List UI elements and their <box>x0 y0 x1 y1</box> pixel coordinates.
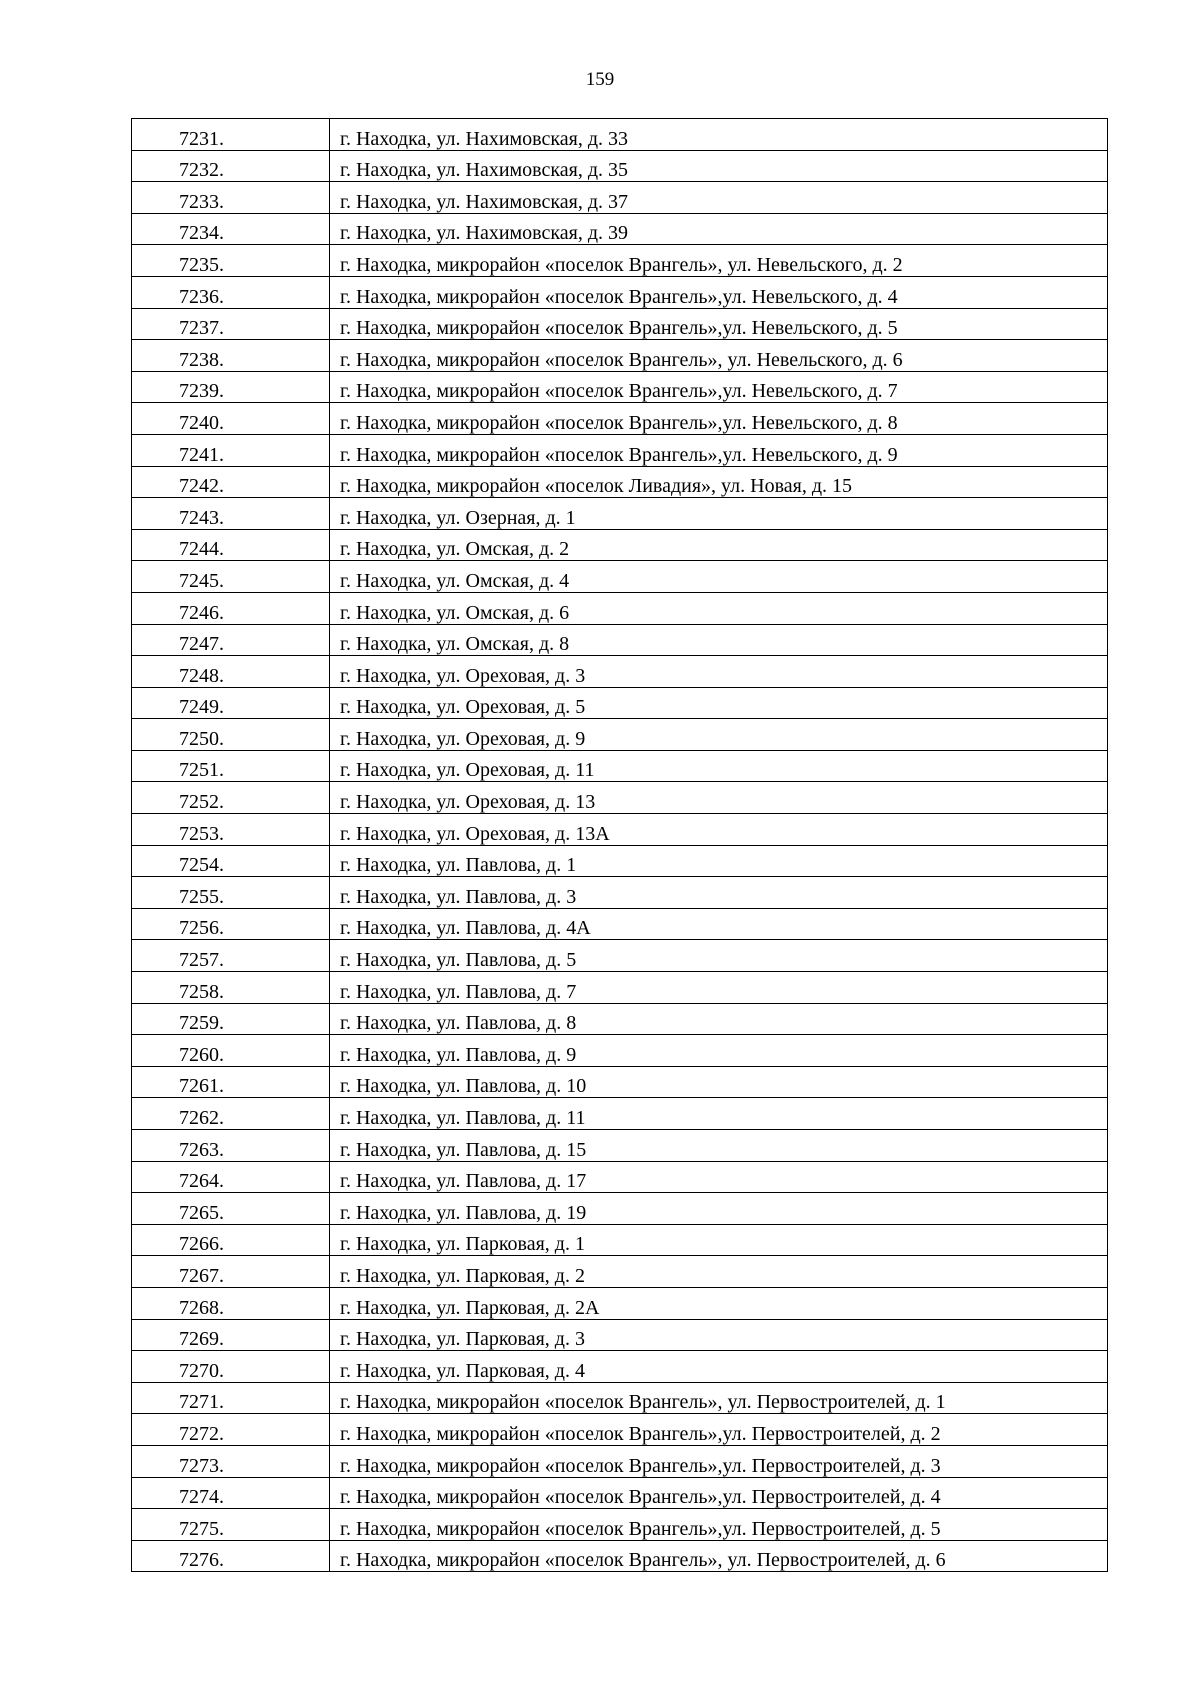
row-number-cell: 7268. <box>132 1287 330 1319</box>
row-number-cell: 7237. <box>132 308 330 340</box>
address-cell: г. Находка, микрорайон «поселок Врангель», ул. Первостроителей, д. 1 <box>330 1382 1108 1414</box>
row-number-cell: 7264. <box>132 1161 330 1193</box>
address-table <box>131 118 1108 1572</box>
table-row <box>132 403 1108 435</box>
table-row <box>132 150 1108 182</box>
address-cell: г. Находка, ул. Павлова, д. 4А <box>330 908 1108 940</box>
address-cell: г. Находка, ул. Павлова, д. 15 <box>330 1130 1108 1162</box>
table-row <box>132 529 1108 561</box>
row-number-cell: 7257. <box>132 940 330 972</box>
table-row <box>132 1130 1108 1162</box>
row-number-cell: 7260. <box>132 1035 330 1067</box>
table-row <box>132 1382 1108 1414</box>
row-number-cell: 7258. <box>132 972 330 1004</box>
table-row <box>132 814 1108 846</box>
table-row <box>132 466 1108 498</box>
row-number-cell: 7263. <box>132 1130 330 1162</box>
row-number-cell: 7244. <box>132 529 330 561</box>
row-number-cell: 7245. <box>132 561 330 593</box>
table-row <box>132 656 1108 688</box>
table-row <box>132 371 1108 403</box>
address-cell: г. Находка, ул. Ореховая, д. 9 <box>330 719 1108 751</box>
address-cell: г. Находка, микрорайон «поселок Врангель»,ул. Первостроителей, д. 2 <box>330 1414 1108 1446</box>
row-number-cell: 7259. <box>132 1003 330 1035</box>
row-number-cell: 7239. <box>132 371 330 403</box>
row-number-cell: 7274. <box>132 1477 330 1509</box>
address-cell: г. Находка, ул. Нахимовская, д. 37 <box>330 182 1108 214</box>
table-row <box>132 1287 1108 1319</box>
row-number-cell: 7252. <box>132 782 330 814</box>
table-row <box>132 687 1108 719</box>
address-cell: г. Находка, ул. Павлова, д. 9 <box>330 1035 1108 1067</box>
row-number-cell: 7254. <box>132 845 330 877</box>
table-row <box>132 182 1108 214</box>
row-number-cell: 7231. <box>132 119 330 151</box>
address-cell: г. Находка, ул. Павлова, д. 8 <box>330 1003 1108 1035</box>
table-row <box>132 1224 1108 1256</box>
row-number-cell: 7262. <box>132 1098 330 1130</box>
address-cell: г. Находка, ул. Парковая, д. 1 <box>330 1224 1108 1256</box>
table-row <box>132 719 1108 751</box>
address-cell: г. Находка, ул. Омская, д. 2 <box>330 529 1108 561</box>
row-number-cell: 7256. <box>132 908 330 940</box>
table-row <box>132 308 1108 340</box>
address-cell: г. Находка, микрорайон «поселок Врангель», ул. Первостроителей, д. 6 <box>330 1540 1108 1572</box>
address-cell: г. Находка, микрорайон «поселок Врангель»,ул. Невельского, д. 5 <box>330 308 1108 340</box>
address-cell: г. Находка, ул. Парковая, д. 2А <box>330 1287 1108 1319</box>
address-cell: г. Находка, ул. Ореховая, д. 11 <box>330 750 1108 782</box>
row-number-cell: 7241. <box>132 434 330 466</box>
address-cell: г. Находка, ул. Павлова, д. 3 <box>330 877 1108 909</box>
address-cell: г. Находка, микрорайон «поселок Ливадия», ул. Новая, д. 15 <box>330 466 1108 498</box>
address-cell: г. Находка, микрорайон «поселок Врангель»,ул. Первостроителей, д. 4 <box>330 1477 1108 1509</box>
address-cell: г. Находка, ул. Павлова, д. 19 <box>330 1193 1108 1225</box>
row-number-cell: 7266. <box>132 1224 330 1256</box>
table-row <box>132 1066 1108 1098</box>
table-row <box>132 1445 1108 1477</box>
row-number-cell: 7232. <box>132 150 330 182</box>
address-cell: г. Находка, ул. Ореховая, д. 3 <box>330 656 1108 688</box>
address-cell: г. Находка, ул. Омская, д. 6 <box>330 592 1108 624</box>
row-number-cell: 7253. <box>132 814 330 846</box>
table-row <box>132 972 1108 1004</box>
row-number-cell: 7242. <box>132 466 330 498</box>
address-cell: г. Находка, ул. Павлова, д. 10 <box>330 1066 1108 1098</box>
address-table-body <box>132 119 1108 1572</box>
address-cell: г. Находка, ул. Омская, д. 4 <box>330 561 1108 593</box>
row-number-cell: 7250. <box>132 719 330 751</box>
address-cell: г. Находка, ул. Ореховая, д. 13 <box>330 782 1108 814</box>
table-row <box>132 1477 1108 1509</box>
row-number-cell: 7235. <box>132 245 330 277</box>
address-cell: г. Находка, ул. Парковая, д. 3 <box>330 1319 1108 1351</box>
table-row <box>132 340 1108 372</box>
row-number-cell: 7270. <box>132 1351 330 1383</box>
row-number-cell: 7248. <box>132 656 330 688</box>
address-cell: г. Находка, ул. Нахимовская, д. 33 <box>330 119 1108 151</box>
row-number-cell: 7273. <box>132 1445 330 1477</box>
row-number-cell: 7251. <box>132 750 330 782</box>
row-number-cell: 7240. <box>132 403 330 435</box>
table-row <box>132 845 1108 877</box>
row-number-cell: 7249. <box>132 687 330 719</box>
table-row <box>132 877 1108 909</box>
row-number-cell: 7238. <box>132 340 330 372</box>
table-row <box>132 1414 1108 1446</box>
table-row <box>132 750 1108 782</box>
table-row <box>132 1161 1108 1193</box>
table-row <box>132 213 1108 245</box>
table-row <box>132 782 1108 814</box>
table-row <box>132 1319 1108 1351</box>
table-row <box>132 624 1108 656</box>
address-cell: г. Находка, ул. Ореховая, д. 5 <box>330 687 1108 719</box>
row-number-cell: 7276. <box>132 1540 330 1572</box>
row-number-cell: 7275. <box>132 1509 330 1541</box>
address-cell: г. Находка, микрорайон «поселок Врангель»,ул. Первостроителей, д. 5 <box>330 1509 1108 1541</box>
table-row <box>132 592 1108 624</box>
table-row <box>132 1540 1108 1572</box>
row-number-cell: 7246. <box>132 592 330 624</box>
address-cell: г. Находка, ул. Павлова, д. 7 <box>330 972 1108 1004</box>
address-cell: г. Находка, ул. Павлова, д. 17 <box>330 1161 1108 1193</box>
address-cell: г. Находка, микрорайон «поселок Врангель»,ул. Невельского, д. 4 <box>330 276 1108 308</box>
address-cell: г. Находка, ул. Парковая, д. 4 <box>330 1351 1108 1383</box>
row-number-cell: 7272. <box>132 1414 330 1446</box>
table-row <box>132 1035 1108 1067</box>
address-cell: г. Находка, микрорайон «поселок Врангель», ул. Невельского, д. 6 <box>330 340 1108 372</box>
address-cell: г. Находка, микрорайон «поселок Врангель», ул. Невельского, д. 2 <box>330 245 1108 277</box>
table-row <box>132 1509 1108 1541</box>
row-number-cell: 7233. <box>132 182 330 214</box>
table-row <box>132 1003 1108 1035</box>
table-row <box>132 434 1108 466</box>
table-row <box>132 908 1108 940</box>
table-row <box>132 1256 1108 1288</box>
table-row <box>132 119 1108 151</box>
table-row <box>132 940 1108 972</box>
row-number-cell: 7269. <box>132 1319 330 1351</box>
table-row <box>132 498 1108 530</box>
table-row <box>132 245 1108 277</box>
row-number-cell: 7243. <box>132 498 330 530</box>
row-number-cell: 7261. <box>132 1066 330 1098</box>
row-number-cell: 7255. <box>132 877 330 909</box>
address-cell: г. Находка, ул. Омская, д. 8 <box>330 624 1108 656</box>
page-number: 159 <box>585 69 615 90</box>
address-cell: г. Находка, ул. Ореховая, д. 13А <box>330 814 1108 846</box>
table-row <box>132 1193 1108 1225</box>
row-number-cell: 7265. <box>132 1193 330 1225</box>
table-row <box>132 561 1108 593</box>
table-row <box>132 1098 1108 1130</box>
address-cell: г. Находка, микрорайон «поселок Врангель»,ул. Невельского, д. 7 <box>330 371 1108 403</box>
row-number-cell: 7247. <box>132 624 330 656</box>
table-row <box>132 276 1108 308</box>
address-cell: г. Находка, микрорайон «поселок Врангель»,ул. Первостроителей, д. 3 <box>330 1445 1108 1477</box>
row-number-cell: 7236. <box>132 276 330 308</box>
address-cell: г. Находка, ул. Озерная, д. 1 <box>330 498 1108 530</box>
address-cell: г. Находка, ул. Павлова, д. 11 <box>330 1098 1108 1130</box>
row-number-cell: 7271. <box>132 1382 330 1414</box>
address-cell: г. Находка, ул. Нахимовская, д. 39 <box>330 213 1108 245</box>
row-number-cell: 7234. <box>132 213 330 245</box>
address-cell: г. Находка, микрорайон «поселок Врангель»,ул. Невельского, д. 9 <box>330 434 1108 466</box>
table-row <box>132 1351 1108 1383</box>
address-cell: г. Находка, ул. Нахимовская, д. 35 <box>330 150 1108 182</box>
address-cell: г. Находка, микрорайон «поселок Врангель»,ул. Невельского, д. 8 <box>330 403 1108 435</box>
row-number-cell: 7267. <box>132 1256 330 1288</box>
address-cell: г. Находка, ул. Павлова, д. 5 <box>330 940 1108 972</box>
address-cell: г. Находка, ул. Павлова, д. 1 <box>330 845 1108 877</box>
address-cell: г. Находка, ул. Парковая, д. 2 <box>330 1256 1108 1288</box>
